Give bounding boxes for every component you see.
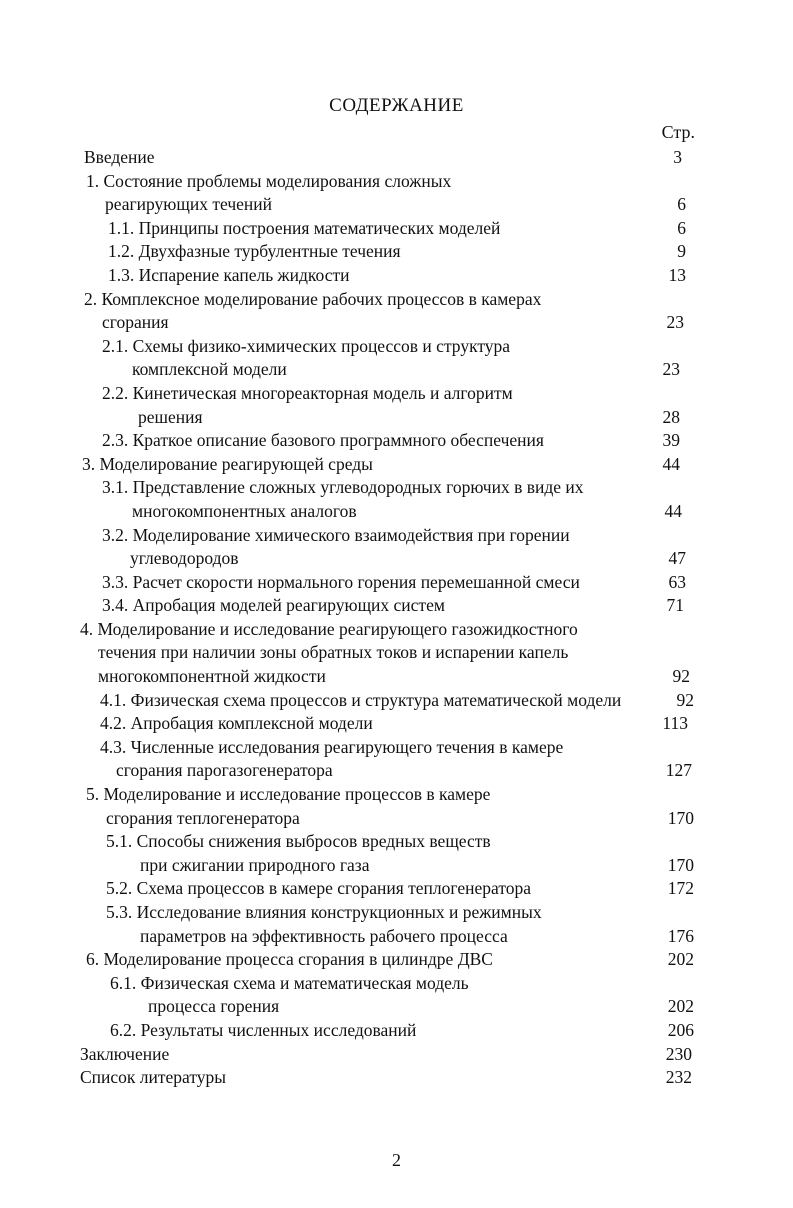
- toc-entry-text: 1.2. Двухфазные турбулентные течения: [108, 241, 401, 262]
- toc-entry-page: 113: [662, 713, 688, 734]
- toc-entry: [80, 689, 694, 713]
- toc-entry: [80, 783, 694, 807]
- toc-entry-text: 4.2. Апробация комплексной модели: [100, 713, 373, 734]
- toc-entry-page: 71: [666, 595, 684, 616]
- toc-entry-text: реагирующих течений: [105, 194, 272, 215]
- toc-entry-page: 13: [668, 264, 686, 285]
- toc-entry-page: 39: [662, 430, 680, 451]
- toc-entry: [80, 948, 694, 972]
- toc-entry: [80, 618, 694, 642]
- toc-entry: [80, 830, 694, 854]
- toc-entry: [80, 500, 694, 524]
- toc-entry-page: 170: [667, 807, 694, 828]
- toc-entry: [80, 736, 694, 760]
- toc-entry-text: многокомпонентной жидкости: [98, 666, 326, 687]
- toc-entry-text: 3.3. Расчет скорости нормального горения перемешанной смеси: [102, 571, 580, 592]
- toc-entry: [80, 382, 694, 406]
- toc-entry: [80, 995, 694, 1019]
- toc-entry-page: 92: [672, 666, 690, 687]
- toc-entry: [80, 358, 694, 382]
- toc-entry-text: 6.2. Результаты численных исследований: [110, 1019, 417, 1040]
- toc-entry: [80, 406, 694, 430]
- toc-entry: [80, 170, 694, 194]
- toc-entry: [80, 972, 694, 996]
- toc-entry-text: сгорания: [102, 312, 169, 333]
- toc-entry-page: 206: [667, 1019, 694, 1040]
- toc-entry-text: 2.3. Краткое описание базового программного обеспечения: [102, 430, 544, 451]
- toc-entry: [80, 807, 694, 831]
- toc-entry: [80, 524, 694, 548]
- toc-entry-text: 3. Моделирование реагирующей среды: [82, 453, 373, 474]
- toc-entry-text: Заключение: [80, 1043, 170, 1064]
- page-number: 2: [392, 1150, 401, 1170]
- toc-entry-text: процесса горения: [148, 996, 280, 1017]
- toc-entry-page: 202: [667, 949, 694, 970]
- toc-entry: [80, 476, 694, 500]
- toc-entry-page: 202: [667, 996, 694, 1017]
- toc-entry: [80, 1066, 694, 1090]
- toc-entry-text: 6. Моделирование процесса сгорания в цилиндре ДВС: [86, 949, 493, 970]
- toc-entry-text: течения при наличии зоны обратных токов и испарении капель: [98, 642, 569, 663]
- toc-entry-text: 5.3. Исследование влияния конструкционных и режимных: [106, 902, 542, 922]
- toc-entry-text: 4. Моделирование и исследование реагирующего газожидкостного: [80, 618, 578, 639]
- toc-entry-text: 4.1. Физическая схема процессов и структура математической модели: [100, 689, 622, 710]
- toc-entry-page: 23: [666, 312, 684, 333]
- toc-entry: [80, 146, 694, 170]
- toc-entry-page: 170: [667, 854, 694, 875]
- toc-entry: [80, 759, 694, 783]
- toc-entry-text: 6.1. Физическая схема и математическая модель: [110, 972, 469, 993]
- toc-entry: [80, 453, 694, 477]
- toc-entry: [80, 571, 694, 595]
- toc-entry: [80, 193, 694, 217]
- toc-entry: [80, 854, 694, 878]
- toc-entry-page: 127: [665, 760, 692, 781]
- toc-entry-page: 23: [662, 359, 680, 380]
- toc-entry-page: 47: [668, 548, 686, 569]
- toc-entry-text: 4.3. Численные исследования реагирующего течения в камере: [100, 736, 564, 757]
- toc-entry-page: 232: [665, 1067, 692, 1088]
- toc-entry-text: 3.4. Апробация моделей реагирующих систем: [102, 595, 445, 616]
- toc-entry: [80, 335, 694, 359]
- toc-entry-text: углеводородов: [130, 548, 239, 569]
- toc-entry-text: сгорания теплогенератора: [106, 807, 300, 828]
- toc-entry-page: 230: [665, 1043, 692, 1064]
- toc-entry-page: 172: [667, 878, 694, 899]
- toc-entry: [80, 925, 694, 949]
- toc-entry-page: 28: [662, 406, 680, 427]
- toc-entry-text: сгорания парогазогенератора: [116, 760, 333, 781]
- toc-entry: [80, 1043, 694, 1067]
- toc-entry-text: 1.1. Принципы построения математических моделей: [108, 217, 501, 238]
- toc-entry-text: параметров на эффективность рабочего процесса: [140, 925, 508, 946]
- toc-entry: [80, 429, 694, 453]
- toc-entry: [80, 547, 694, 571]
- toc-entry: [80, 665, 694, 689]
- toc-entry-page: 6: [677, 194, 686, 215]
- toc-entry-text: 1.3. Испарение капель жидкости: [108, 264, 350, 285]
- toc-entry-text: 3.2. Моделирование химического взаимодействия при горении: [102, 524, 570, 545]
- toc-entry-page: 63: [668, 571, 686, 592]
- toc-entry: [80, 264, 694, 288]
- toc-entry-page: 3: [673, 147, 682, 167]
- toc-entry: [80, 311, 694, 335]
- page-column-header: Стр.: [661, 122, 695, 142]
- toc-entry: [80, 901, 694, 925]
- toc-entry-text: 2. Комплексное моделирование рабочих процессов в камерах: [84, 288, 542, 309]
- table-of-contents: [80, 146, 694, 1090]
- toc-entry-text: 5.2. Схема процессов в камере сгорания теплогенератора: [106, 878, 531, 899]
- toc-entry-page: 176: [667, 925, 694, 946]
- toc-entry-text: многокомпонентных аналогов: [132, 500, 357, 521]
- toc-entry-text: Список литературы: [80, 1067, 227, 1088]
- toc-entry: [80, 594, 694, 618]
- toc-entry: [80, 1019, 694, 1043]
- toc-entry-text: 5.1. Способы снижения выбросов вредных веществ: [106, 831, 491, 852]
- toc-entry: [80, 877, 694, 901]
- toc-entry-text: при сжигании природного газа: [140, 854, 370, 875]
- toc-entry-page: 44: [662, 453, 680, 474]
- toc-entry: [80, 217, 694, 241]
- page-title: СОДЕРЖАНИЕ: [329, 95, 464, 116]
- toc-entry-text: 2.2. Кинетическая многореакторная модель и алгоритм: [102, 382, 513, 403]
- toc-entry: [80, 240, 694, 264]
- toc-entry-page: 9: [677, 241, 686, 262]
- toc-entry-text: 3.1. Представление сложных углеводородных горючих в виде их: [102, 477, 584, 498]
- toc-entry-text: 5. Моделирование и исследование процессов в камере: [86, 784, 491, 805]
- toc-entry: [80, 288, 694, 312]
- toc-entry-page: 6: [677, 217, 686, 238]
- toc-entry-page: 92: [676, 689, 694, 710]
- toc-entry-text: 2.1. Схемы физико-химических процессов и структура: [102, 335, 511, 356]
- toc-entry: [80, 712, 694, 736]
- toc-entry: [80, 641, 694, 665]
- toc-entry-text: Введение: [84, 147, 155, 167]
- toc-entry-text: решения: [138, 406, 203, 427]
- toc-entry-page: 44: [664, 500, 682, 521]
- toc-entry-text: комплексной модели: [132, 359, 287, 380]
- toc-entry-text: 1. Состояние проблемы моделирования сложных: [86, 170, 452, 191]
